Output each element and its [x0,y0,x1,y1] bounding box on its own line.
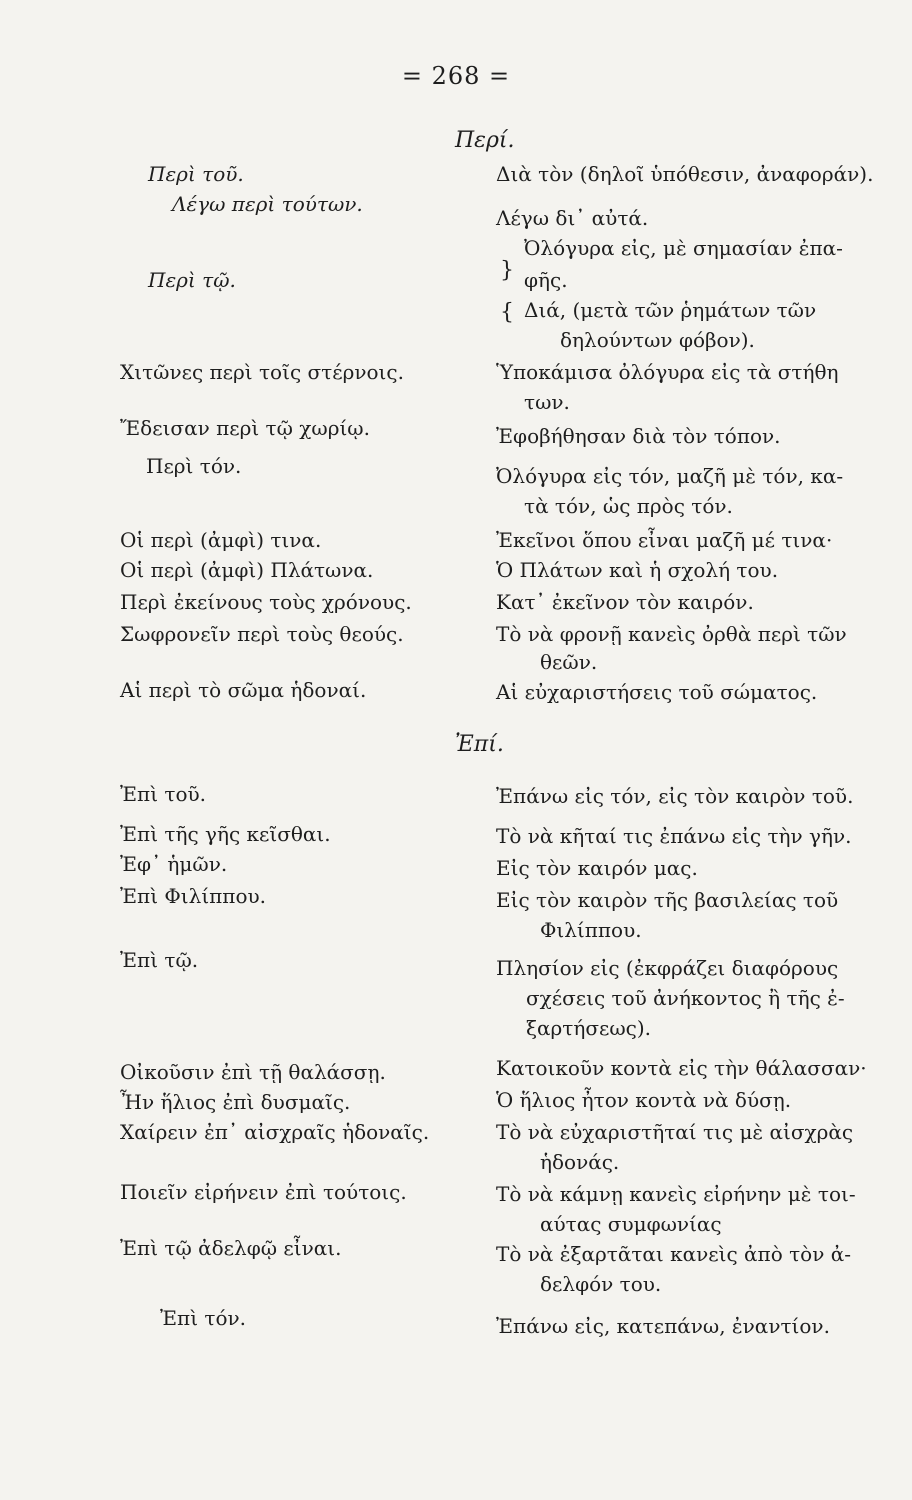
right-entry: Κατ᾽ ἐκεῖνον τὸν καιρόν. [496,590,754,614]
left-entry: Λέγω περὶ τούτων. [172,192,363,216]
left-entry: Ἦν ἥλιος ἐπὶ δυσμαῖς. [120,1090,351,1114]
brace-mark: } [500,258,514,283]
right-entry: Διὰ τὸν (δηλοῖ ὑπόθεσιν, ἀναφοράν). [496,162,874,186]
left-entry: Ἐπὶ τόν. [160,1306,247,1330]
left-entry: Αἱ περὶ τὸ σῶμα ἡδοναί. [120,678,367,702]
right-entry: Ἐπάνω εἰς τόν, εἰς τὸν καιρὸν τοῦ. [496,784,854,808]
left-entry: Οἱ περὶ (ἀμφὶ) τινα. [120,528,322,552]
right-entry: των. [524,390,570,414]
right-entry: Εἰς τὸν καιρόν μας. [496,856,698,880]
left-entry: Περὶ τόν. [146,454,242,478]
right-entry: Ἐπάνω εἰς, κατεπάνω, ἐναντίον. [496,1314,830,1338]
left-entry: Ἐπὶ τῆς γῆς κεῖσθαι. [120,822,331,846]
right-entry: θεῶν. [540,650,598,674]
right-entry: Τὸ νὰ κάμνῃ κανεὶς εἰρήνην μὲ τοι- [496,1182,856,1206]
section-heading-peri: Περί. [455,128,515,153]
right-entry: τὰ τόν, ὡς πρὸς τόν. [524,494,733,518]
right-entry: Τὸ νὰ εὐχαριστῆταί τις μὲ αἰσχρὰς [496,1120,854,1144]
left-entry: Ποιεῖν εἰρήνειν ἐπὶ τούτοις. [120,1180,407,1204]
section-heading-epi: Ἐπί. [455,732,504,757]
left-entry: Περὶ ἐκείνους τοὺς χρόνους. [120,590,412,614]
right-entry: Τὸ νὰ ἐξαρτᾶται κανεὶς ἀπὸ τὸν ἀ- [496,1242,851,1266]
left-entry: Ἐπὶ Φιλίππου. [120,884,267,908]
right-entry: Πλησίον εἰς (ἐκφράζει διαφόρους [496,956,839,980]
left-entry: Ἐφ᾽ ἡμῶν. [120,852,228,876]
left-entry: Περὶ τοῦ. [148,162,244,186]
left-entry: Περὶ τῷ. [148,268,236,292]
left-entry: Χιτῶνες περὶ τοῖς στέρνοις. [120,360,404,384]
right-entry: ξαρτήσεως). [526,1016,652,1040]
right-entry: Ἐκεῖνοι ὅπου εἶναι μαζῆ μέ τινα· [496,528,833,552]
right-entry: δηλούντων φόβον). [560,328,755,352]
right-entry: σχέσεις τοῦ ἀνήκοντος ἢ τῆς ἐ- [526,986,845,1010]
right-entry: Ὑποκάμισα ὀλόγυρα εἰς τὰ στήθη [496,360,839,384]
left-entry: Χαίρειν ἐπ᾽ αἰσχραῖς ἡδοναῖς. [120,1120,430,1144]
left-entry: Ἔδεισαν περὶ τῷ χωρίῳ. [120,416,370,440]
right-entry: Ἐφοβήθησαν διὰ τὸν τόπον. [496,424,781,448]
left-entry: Οἱ περὶ (ἀμφὶ) Πλάτωνα. [120,558,374,582]
right-entry: Αἱ εὐχαριστήσεις τοῦ σώματος. [496,680,818,704]
left-entry: Οἰκοῦσιν ἐπὶ τῇ θαλάσσῃ. [120,1060,386,1084]
right-entry: Τὸ νὰ φρονῇ κανεὶς ὀρθὰ περὶ τῶν [496,622,847,646]
right-entry: Λέγω δι᾽ αὐτά. [496,206,649,230]
right-entry: Κατοικοῦν κοντὰ εἰς τὴν θάλασσαν· [496,1056,867,1080]
right-entry: αύτας συμφωνίας [540,1212,722,1236]
page-number: = 268 = [401,62,511,90]
right-entry: Φιλίππου. [540,918,642,942]
right-entry: Εἰς τὸν καιρὸν τῆς βασιλείας τοῦ [496,888,839,912]
right-entry: φῆς. [524,268,568,292]
left-entry: Ἐπὶ τῷ ἀδελφῷ εἶναι. [120,1236,342,1260]
right-entry: Ὁ Πλάτων καὶ ἡ σχολή του. [496,558,779,582]
right-entry: Τὸ νὰ κῆταί τις ἐπάνω εἰς τὴν γῆν. [496,824,852,848]
brace-mark: { [500,300,514,325]
right-entry: Διά, (μετὰ τῶν ῥημάτων τῶν [524,298,817,322]
right-entry: δελφόν του. [540,1272,662,1296]
left-entry: Ἐπὶ τῷ. [120,948,199,972]
right-entry: Ὁ ἥλιος ἦτον κοντὰ νὰ δύσῃ. [496,1088,792,1112]
left-entry: Σωφρονεῖν περὶ τοὺς θεούς. [120,622,404,646]
right-entry: Ὀλόγυρα εἰς, μὲ σημασίαν ἐπα- [524,236,843,260]
right-entry: ἡδονάς. [540,1150,620,1174]
right-entry: Ὀλόγυρα εἰς τόν, μαζῆ μὲ τόν, κα- [496,464,844,488]
left-entry: Ἐπὶ τοῦ. [120,782,207,806]
